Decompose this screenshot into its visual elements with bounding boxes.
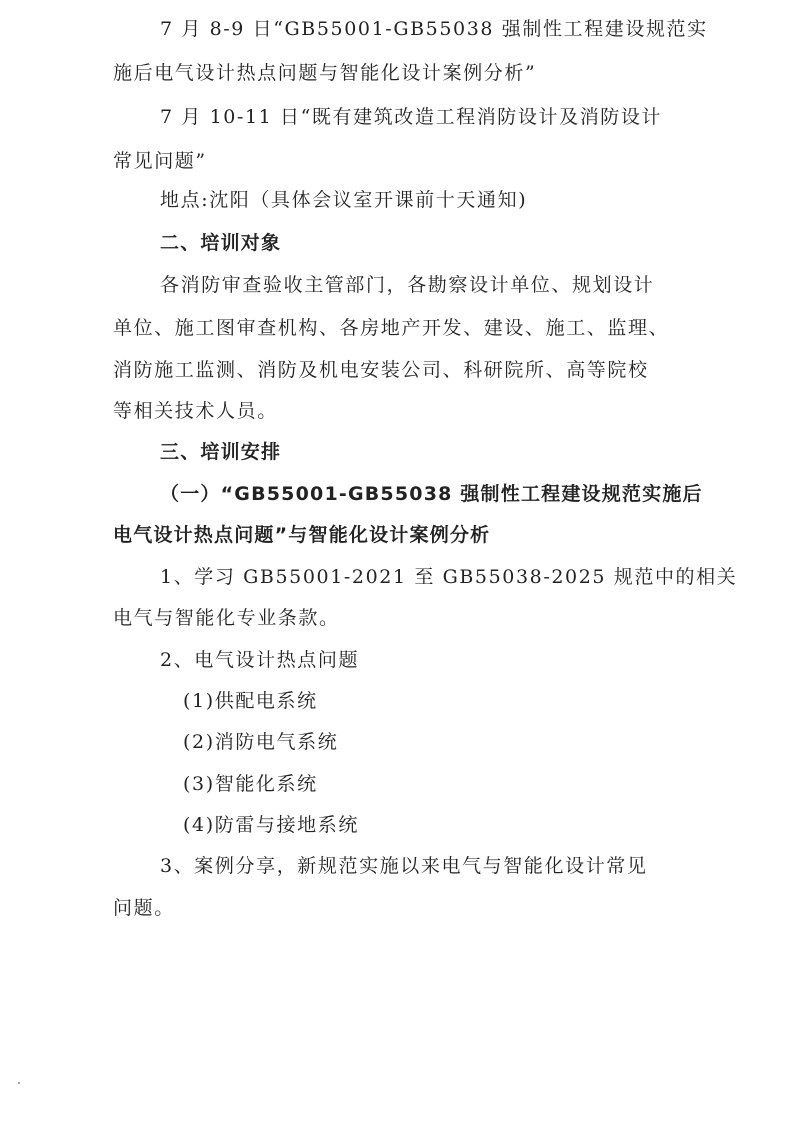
location-line: 地点:沈阳（具体会议室开课前十天通知) [160, 189, 528, 211]
section-heading-arrangement: 三、培训安排 [160, 441, 282, 463]
subsection-heading-1: （一）“GB55001-GB55038 强制性工程建设规范实施后 [160, 483, 703, 505]
subsection-heading-1-cont: 电气设计热点问题”与智能化设计案例分析 [113, 524, 491, 546]
item-2-subitem-1: (1)供配电系统 [183, 690, 318, 712]
item-1-line-2: 电气与智能化专业条款。 [113, 607, 340, 629]
audience-line-1: 各消防审查验收主管部门，各勘察设计单位、规划设计 [160, 274, 655, 296]
schedule-line-1: 7 月 8-9 日“GB55001-GB55038 强制性工程建设规范实 [160, 18, 708, 40]
schedule-line-4: 常见问题” [113, 150, 207, 172]
schedule-line-2: 施后电气设计热点问题与智能化设计案例分析” [113, 62, 537, 84]
item-2-subitem-2: (2)消防电气系统 [183, 731, 339, 753]
item-2-subitem-3: (3)智能化系统 [183, 773, 318, 795]
item-1-line-1: 1、学习 GB55001-2021 至 GB55038-2025 规范中的相关 [160, 566, 738, 588]
audience-line-4: 等相关技术人员。 [113, 400, 278, 422]
scan-speck [18, 1082, 20, 1084]
audience-line-3: 消防施工监测、消防及机电安装公司、科研院所、高等院校 [113, 359, 649, 381]
item-2-label: 2、电气设计热点问题 [160, 649, 360, 671]
schedule-line-3: 7 月 10-11 日“既有建筑改造工程消防设计及消防设计 [160, 106, 663, 128]
item-3-line-1: 3、案例分享，新规范实施以来电气与智能化设计常见 [160, 855, 648, 877]
audience-line-2: 单位、施工图审查机构、各房地产开发、建设、施工、监理、 [113, 317, 670, 339]
item-2-subitem-4: (4)防雷与接地系统 [183, 814, 359, 836]
item-3-line-2: 问题。 [113, 897, 175, 919]
section-heading-audience: 二、培训对象 [160, 232, 282, 254]
